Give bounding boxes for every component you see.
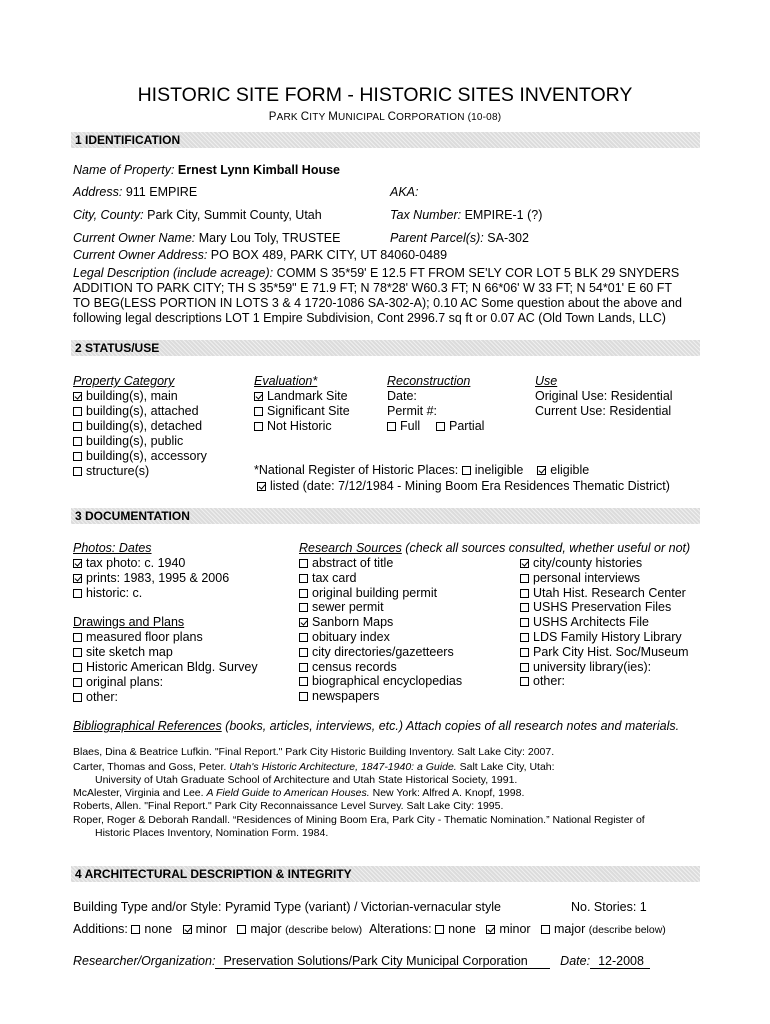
research-source-checkbox[interactable] <box>520 648 529 657</box>
photo-label: prints: 1983, 1995 & 2006 <box>86 571 230 585</box>
research-source-label: biographical encyclopedias <box>312 674 463 689</box>
drawing-checkbox[interactable] <box>73 678 82 687</box>
drawing-item <box>73 675 163 689</box>
research-source-label: obituary index <box>312 630 390 644</box>
research-source-label: USHS Architects File <box>533 615 650 630</box>
research-source-checkbox[interactable] <box>299 618 308 627</box>
research-source-checkbox[interactable] <box>520 589 529 598</box>
research-source-checkbox[interactable] <box>299 603 308 612</box>
research-source-checkbox[interactable] <box>299 559 308 568</box>
bibliography-entry-carter: Carter, Thomas and Goss, Peter. Utah's Historic Architecture, 1847-1940: a Guide. Salt Lake City, Utah: <box>73 761 555 773</box>
research-source-item <box>520 586 686 600</box>
drawing-item <box>73 660 258 674</box>
drawing-item <box>73 690 118 704</box>
property-category-checkbox[interactable] <box>73 392 82 401</box>
research-source-checkbox[interactable] <box>299 692 308 701</box>
current-use: Current Use: Residential <box>535 404 672 418</box>
research-source-label: USHS Preservation Files <box>533 600 672 615</box>
research-source-checkbox[interactable] <box>299 589 308 598</box>
research-source-checkbox[interactable] <box>520 603 529 612</box>
property-category-checkbox[interactable] <box>73 467 82 476</box>
property-category-heading: Property Category <box>73 374 175 388</box>
section-documentation-header: 3 DOCUMENTATION <box>71 508 700 524</box>
research-source-item <box>520 600 671 614</box>
reconstruction-permit-label: Permit #: <box>387 404 438 418</box>
reconstruction-date-label: Date: <box>387 389 417 403</box>
property-category-item <box>73 404 199 418</box>
research-source-item <box>520 615 649 629</box>
photo-checkbox[interactable] <box>73 574 82 583</box>
evaluation-label: Significant Site <box>267 404 350 418</box>
research-source-checkbox[interactable] <box>520 677 529 686</box>
research-source-label: original building permit <box>312 585 438 600</box>
research-source-checkbox[interactable] <box>520 574 529 583</box>
photo-item <box>73 556 185 570</box>
legal-description-line-1: Legal Description (include acreage): COMM S 35*59' E 12.5 FT FROM SE'LY COR LOT 5 BLK 29 SNYDERS <box>73 266 680 280</box>
photo-checkbox[interactable] <box>73 559 82 568</box>
research-source-item <box>299 615 393 629</box>
property-category-item <box>73 464 149 478</box>
national-register-row: *National Register of Historic Places: ineligible eligible <box>254 463 590 477</box>
drawing-label: measured floor plans <box>86 630 203 644</box>
researcher-field[interactable]: Preservation Solutions/Park City Municipal Corporation <box>215 955 549 969</box>
research-source-item <box>520 630 682 644</box>
bibliography-entry-roberts: Roberts, Allen. "Final Report." Park City Reconnaissance Level Survey. Salt Lake City: 1995. <box>73 800 504 812</box>
research-source-checkbox[interactable] <box>299 648 308 657</box>
alterations-major-checkbox[interactable] <box>541 925 550 934</box>
research-sources-heading: Research Sources (check all sources consulted, whether useful or not) <box>299 541 691 555</box>
research-source-checkbox[interactable] <box>299 574 308 583</box>
ineligible-checkbox[interactable] <box>462 466 471 475</box>
research-source-item <box>520 645 689 659</box>
research-source-item <box>299 586 437 600</box>
evaluation-checkbox[interactable] <box>254 407 263 416</box>
research-source-label: city directories/gazetteers <box>312 644 454 659</box>
form-title: HISTORIC SITE FORM - HISTORIC SITES INVENTORY <box>137 84 633 106</box>
bibliography-entry-blaes: Blaes, Dina & Beatrice Lufkin. "Final Report." Park City Historic Building Inventory. Salt Lake City: 2007. <box>73 746 555 758</box>
researcher-row: Researcher/Organization: Preservation Solutions/Park City Municipal Corporation Date: 12-2008 <box>73 954 650 969</box>
research-source-checkbox[interactable] <box>520 663 529 672</box>
research-source-label: Utah Hist. Research Center <box>533 585 686 600</box>
drawing-checkbox[interactable] <box>73 693 82 702</box>
reconstruction-heading: Reconstruction <box>387 374 471 388</box>
property-name-row: Name of Property: Ernest Lynn Kimball House <box>73 163 340 177</box>
additions-alterations-row: Additions: none minor major (describe below) Alterations: none minor major (describe below) <box>73 922 666 936</box>
national-register-listed-row: listed (date: 7/12/1984 - Mining Boom Era Residences Thematic District) <box>257 479 670 493</box>
alterations-none-checkbox[interactable] <box>435 925 444 934</box>
property-category-checkbox[interactable] <box>73 452 82 461</box>
research-source-checkbox[interactable] <box>520 633 529 642</box>
research-source-label: tax card <box>312 570 357 585</box>
drawing-item <box>73 630 203 644</box>
research-source-checkbox[interactable] <box>299 663 308 672</box>
research-source-label: personal interviews <box>533 570 640 585</box>
drawing-label: Historic American Bldg. Survey <box>86 660 258 674</box>
drawings-heading: Drawings and Plans <box>73 615 185 629</box>
reconstruction-partial-row: Partial <box>436 419 484 433</box>
use-heading: Use <box>535 374 558 388</box>
photo-label: historic: c. <box>86 586 143 600</box>
parent-parcel-row: Parent Parcel(s): SA-302 <box>390 231 529 245</box>
photo-label: tax photo: c. 1940 <box>86 556 186 570</box>
evaluation-item <box>254 419 332 433</box>
drawing-checkbox[interactable] <box>73 633 82 642</box>
evaluation-heading: Evaluation* <box>254 374 318 388</box>
research-source-label: abstract of title <box>312 556 394 570</box>
evaluation-label: Landmark Site <box>267 389 348 403</box>
research-source-checkbox[interactable] <box>520 618 529 627</box>
property-category-label: building(s), accessory <box>86 449 207 463</box>
evaluation-item <box>254 389 348 403</box>
research-source-checkbox[interactable] <box>299 677 308 686</box>
section-status-header: 2 STATUS/USE <box>71 340 700 356</box>
property-name: Ernest Lynn Kimball House <box>177 163 340 177</box>
research-source-label: LDS Family History Library <box>533 630 682 644</box>
research-source-item <box>520 674 565 688</box>
property-category-item <box>73 419 202 433</box>
research-source-item <box>299 660 397 674</box>
section-identification-header: 1 IDENTIFICATION <box>71 132 700 148</box>
research-source-item <box>299 571 356 585</box>
research-source-label: other: <box>533 674 565 689</box>
property-category-item <box>73 434 183 448</box>
drawing-checkbox[interactable] <box>73 663 82 672</box>
property-category-checkbox[interactable] <box>73 422 82 431</box>
research-source-checkbox[interactable] <box>520 559 529 568</box>
evaluation-checkbox[interactable] <box>254 422 263 431</box>
research-source-label: city/county histories <box>533 556 643 570</box>
property-category-label: building(s), public <box>86 434 184 448</box>
bibliography-entry-roper: Roper, Roger & Deborah Randall. “Residences of Mining Boom Era, Park City - Thematic Nomination.” National Register of <box>73 814 645 826</box>
original-use: Original Use: Residential <box>535 389 673 403</box>
drawing-label: other: <box>86 690 118 704</box>
property-category-checkbox[interactable] <box>73 407 82 416</box>
research-source-label: newspapers <box>312 689 380 704</box>
reconstruction-full-row: Full <box>387 419 420 433</box>
photo-item <box>73 571 229 585</box>
owner-address-row: Current Owner Address: PO BOX 489, PARK CITY, UT 84060-0489 <box>73 248 448 262</box>
research-source-item <box>299 600 384 614</box>
additions-none-checkbox[interactable] <box>131 925 140 934</box>
property-category-checkbox[interactable] <box>73 437 82 446</box>
photo-item <box>73 586 142 600</box>
date-field[interactable]: 12-2008 <box>590 955 650 969</box>
legal-description-line-3: TO BEG(LESS PORTION IN LOTS 3 & 4 1720-1086 SA-302-A); 0.10 AC Some question about the above and <box>73 296 682 310</box>
research-source-label: Park City Hist. Soc/Museum <box>533 644 689 659</box>
research-source-item <box>299 645 454 659</box>
property-category-label: building(s), detached <box>86 419 203 433</box>
research-source-checkbox[interactable] <box>299 633 308 642</box>
bibliography-entry-mcalester: McAlester, Virginia and Lee. A Field Guide to American Houses. New York: Alfred A. Knopf, 1998. <box>73 787 525 799</box>
partial-checkbox[interactable] <box>436 422 445 431</box>
city-county-row: City, County: Park City, Summit County, Utah <box>73 208 322 222</box>
evaluation-checkbox[interactable] <box>254 392 263 401</box>
tax-number-row: Tax Number: EMPIRE-1 (?) <box>390 208 543 222</box>
research-source-item <box>299 556 393 570</box>
listed-checkbox[interactable] <box>257 482 266 491</box>
legal-description-line-4: following legal descriptions LOT 1 Empire Subdivision, Cont 2996.7 sq ft or 0.07 AC (Old Town Lands, LLC) <box>73 311 666 325</box>
drawing-item <box>73 645 173 659</box>
property-category-item <box>73 389 178 403</box>
photo-checkbox[interactable] <box>73 589 82 598</box>
property-category-label: building(s), main <box>86 389 178 403</box>
research-source-item <box>520 571 640 585</box>
research-source-label: census records <box>312 659 397 674</box>
bibliography-heading: Bibliographical References (books, articles, interviews, etc.) Attach copies of all research notes and materials. <box>73 719 680 733</box>
section-architecture-header: 4 ARCHITECTURAL DESCRIPTION & INTEGRITY <box>71 866 700 882</box>
research-source-label: sewer permit <box>312 600 384 615</box>
legal-description-line-2: ADDITION TO PARK CITY; TH S 35*59" E 71.9 FT; N 78*28' W60.3 FT; N 66*06' W 33 FT; N 54*01' E 60 FT <box>73 281 672 295</box>
alterations-minor-checkbox[interactable] <box>486 925 495 934</box>
research-source-item <box>299 689 379 703</box>
research-source-item <box>299 630 390 644</box>
photos-heading: Photos: Dates <box>73 541 152 555</box>
research-source-item <box>299 674 462 688</box>
property-category-item <box>73 449 207 463</box>
aka-label: AKA: <box>390 185 419 199</box>
bibliography-entry-roper-cont: Historic Places Inventory, Nomination Form. 1984. <box>95 827 329 839</box>
building-type-row: Building Type and/or Style: Pyramid Type (variant) / Victorian-vernacular style <box>73 900 502 914</box>
property-category-label: building(s), attached <box>86 404 199 418</box>
full-checkbox[interactable] <box>387 422 396 431</box>
research-source-item <box>520 556 642 570</box>
research-source-label: university library(ies): <box>533 659 652 674</box>
eligible-checkbox[interactable] <box>537 466 546 475</box>
drawing-checkbox[interactable] <box>73 648 82 657</box>
research-source-item <box>520 660 651 674</box>
research-source-label: Sanborn Maps <box>312 615 394 630</box>
evaluation-item <box>254 404 350 418</box>
additions-major-checkbox[interactable] <box>237 925 246 934</box>
additions-minor-checkbox[interactable] <box>183 925 192 934</box>
evaluation-label: Not Historic <box>267 419 332 433</box>
drawing-label: original plans: <box>86 675 164 689</box>
form-subtitle: PARK CITY MUNICIPAL CORPORATION (10-08) <box>268 111 502 123</box>
bibliography-entry-carter-cont: University of Utah Graduate School of Architecture and Utah State Historical Society, 1991. <box>95 774 518 786</box>
owner-name-row: Current Owner Name: Mary Lou Toly, TRUSTEE <box>73 231 341 245</box>
drawing-label: site sketch map <box>86 645 173 659</box>
address-row: Address: 911 EMPIRE <box>73 185 198 199</box>
property-category-label: structure(s) <box>86 464 150 478</box>
stories-row: No. Stories: 1 <box>571 900 647 914</box>
